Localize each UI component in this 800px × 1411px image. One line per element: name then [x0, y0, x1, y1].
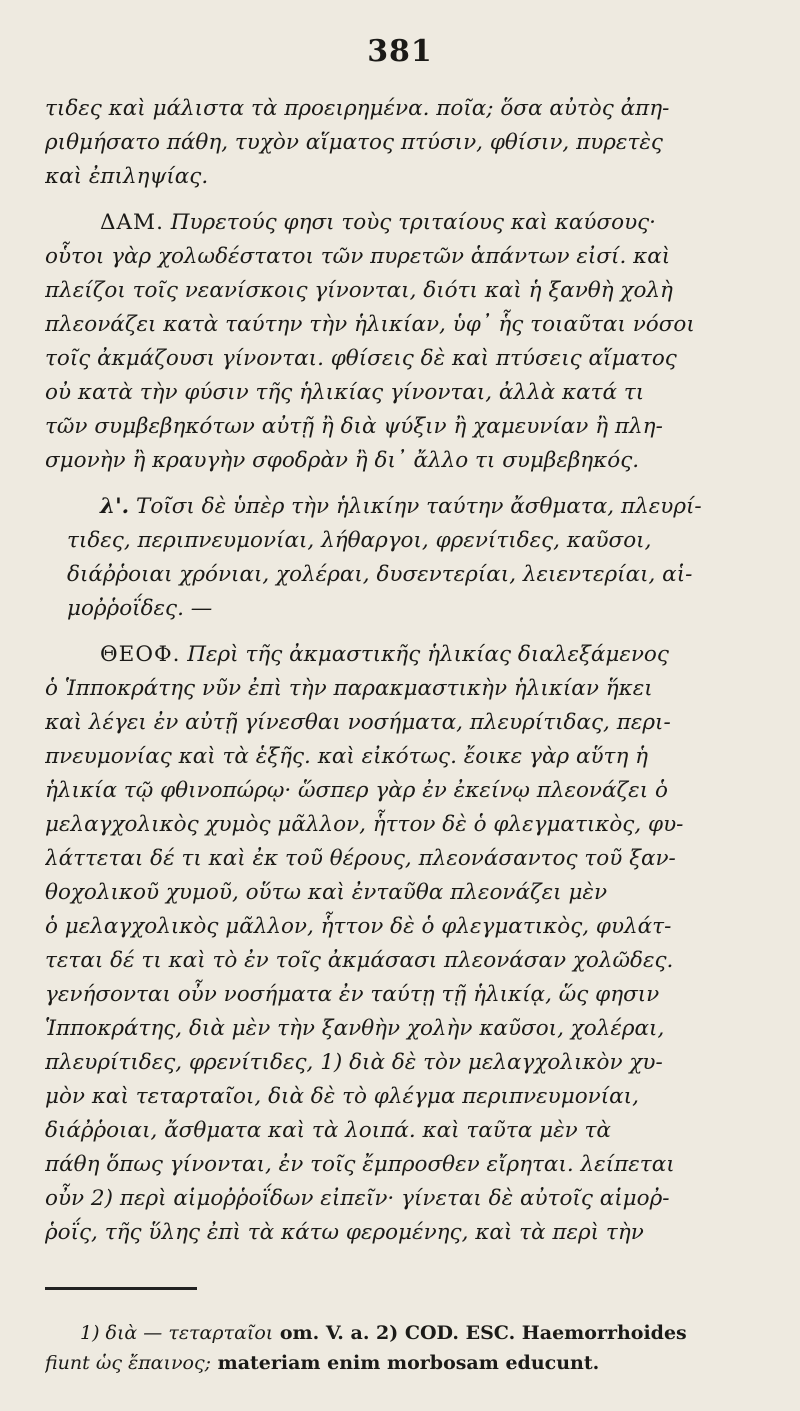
- text-line: ἡλικία τῷ φθινοπώρῳ· ὥσπερ γὰρ ἐν ἐκείνῳ πλεονάζει ὁ: [45, 778, 668, 803]
- text-line: πάθη ὅπως γίνονται, ἐν τοῖς ἔμπροσθεν εἴρηται. λείπεται: [45, 1152, 675, 1177]
- text-line: μὸν καὶ τεταρταῖοι, διὰ δὲ τὸ φλέγμα περιπνευμονίαι,: [45, 1084, 639, 1109]
- text-line: θοχολικοῦ χυμοῦ, οὕτω καὶ ἐνταῦθα πλεονάζει μὲν: [45, 880, 608, 905]
- footnote-latin: om. V. a. 2) COD. ESC. Haemorrhoides: [273, 1322, 687, 1344]
- text-line: Ἱπποκράτης, διὰ μὲν τὴν ξανθὴν χολὴν καῦσοι, χολέραι,: [45, 1016, 665, 1041]
- text-line: μοῤῥοΐδες. —: [67, 596, 213, 621]
- text-line: οὐ κατὰ τὴν φύσιν τῆς ἡλικίας γίνονται, ἀλλὰ κατά τι: [45, 380, 645, 405]
- paragraph-aphorism: [45, 490, 763, 626]
- text-line: πνευμονίας καὶ τὰ ἑξῆς. καὶ εἰκότως. ἔοικε γὰρ αὕτη ἡ: [45, 744, 649, 769]
- page-number: 381: [367, 34, 433, 69]
- speaker-label: ΘΕΟΦ.: [100, 642, 181, 667]
- text-line: τιδες, περιπνευμονίαι, λήθαργοι, φρενίτιδες, καῦσοι,: [67, 528, 652, 553]
- text-span: Πυρετούς φησι τοὺς τριταίους καὶ καύσους·: [163, 210, 657, 235]
- footnotes: [45, 1318, 765, 1378]
- text-line: διάῤῥοιαι χρόνιαι, χολέραι, δυσεντερίαι, λειεντερίαι, αἱ-: [67, 562, 693, 587]
- footnote-greek: fiunt ὡς ἔπαινος;: [45, 1352, 211, 1374]
- footnote-latin: materiam enim morbosam educunt.: [211, 1352, 600, 1374]
- text-line: οὗτοι γὰρ χολωδέστατοι τῶν πυρετῶν ἁπάντων εἰσί. καὶ: [45, 244, 671, 269]
- text-line: [45, 206, 763, 240]
- text-line: τεται δέ τι καὶ τὸ ἐν τοῖς ἀκμάσασι πλεονάσαν χολῶδες.: [45, 948, 674, 973]
- text-line: καὶ λέγει ἐν αὐτῇ γίνεσθαι νοσήματα, πλευρίτιδας, περι-: [45, 710, 671, 735]
- text-span: Περὶ τῆς ἀκμαστικῆς ἡλικίας διαλεξάμενος: [180, 642, 669, 667]
- text-line: ὁ μελαγχολικὸς μᾶλλον, ἧττον δὲ ὁ φλεγματικὸς, φυλάτ-: [45, 914, 672, 939]
- text-line: τοῖς ἀκμάζουσι γίνονται. φθίσεις δὲ καὶ πτύσεις αἵματος: [45, 346, 677, 371]
- footnote-line: [45, 1318, 765, 1348]
- text-span: Τοῖσι δὲ ὑπὲρ τὴν ἡλικίην ταύτην ἄσθματα, πλευρί-: [129, 494, 702, 519]
- text-line: [45, 490, 763, 524]
- text-line: γενήσονται οὖν νοσήματα ἐν ταύτῃ τῇ ἡλικίᾳ, ὥς φησιν: [45, 982, 660, 1007]
- text-line: πλείζοι τοῖς νεανίσκοις γίνονται, διότι καὶ ἡ ξανθὴ χολὴ: [45, 278, 673, 303]
- text-line: διάῤῥοιαι, ἄσθματα καὶ τὰ λοιπά. καὶ ταῦτα μὲν τὰ: [45, 1118, 611, 1143]
- text-line: ὁ Ἱπποκράτης νῦν ἐπὶ τὴν παρακμαστικὴν ἡλικίαν ἥκει: [45, 676, 653, 701]
- text-line: πλευρίτιδες, φρενίτιδες, 1) διὰ δὲ τὸν μελαγχολικὸν χυ-: [45, 1050, 663, 1075]
- text-line: ριθμήσατο πάθη, τυχὸν αἵματος πτύσιν, φθίσιν, πυρετὲς: [45, 130, 663, 155]
- text-line: οὖν 2) περὶ αἱμοῤῥοΐδων εἰπεῖν· γίνεται δὲ αὐτοῖς αἱμοῤ-: [45, 1186, 670, 1211]
- text-line: καὶ ἐπιληψίας.: [45, 164, 209, 189]
- speaker-label: ΔΑΜ.: [100, 210, 164, 235]
- text-line: μελαγχολικὸς χυμὸς μᾶλλον, ἧττον δὲ ὁ φλεγματικὸς, φυ-: [45, 812, 684, 837]
- aphorism-number: λ'.: [100, 494, 130, 519]
- text-line: σμονὴν ἢ κραυγὴν σφοδρὰν ἢ δι᾽ ἄλλο τι συμβεβηκός.: [45, 448, 640, 473]
- text-line: [45, 638, 763, 672]
- footnote-line: [45, 1348, 765, 1378]
- paragraph-dam: [45, 206, 763, 478]
- text-line: τῶν συμβεβηκότων αὐτῇ ἢ διὰ ψύξιν ἢ χαμευνίαν ἢ πλη-: [45, 414, 663, 439]
- text-line: ῥοΐς, τῆς ὕλης ἐπὶ τὰ κάτω φερομένης, καὶ τὰ περὶ τὴν: [45, 1220, 644, 1245]
- footnote-greek: 1) διὰ — τεταρταῖοι: [80, 1322, 274, 1344]
- text-line: πλεονάζει κατὰ ταύτην τὴν ἡλικίαν, ὑφ᾽ ἧς τοιαῦται νόσοι: [45, 312, 695, 337]
- main-text: [45, 92, 763, 1250]
- footnote-divider: [45, 1287, 197, 1290]
- text-line: λάττεται δέ τι καὶ ἐκ τοῦ θέρους, πλεονάσαντος τοῦ ξαν-: [45, 846, 676, 871]
- text-line: τιδες καὶ μάλιστα τὰ προειρημένα. ποῖα; ὅσα αὐτὸς ἀπη-: [45, 96, 670, 121]
- paragraph-theoph: [45, 638, 763, 1250]
- paragraph-continuation: [45, 92, 763, 194]
